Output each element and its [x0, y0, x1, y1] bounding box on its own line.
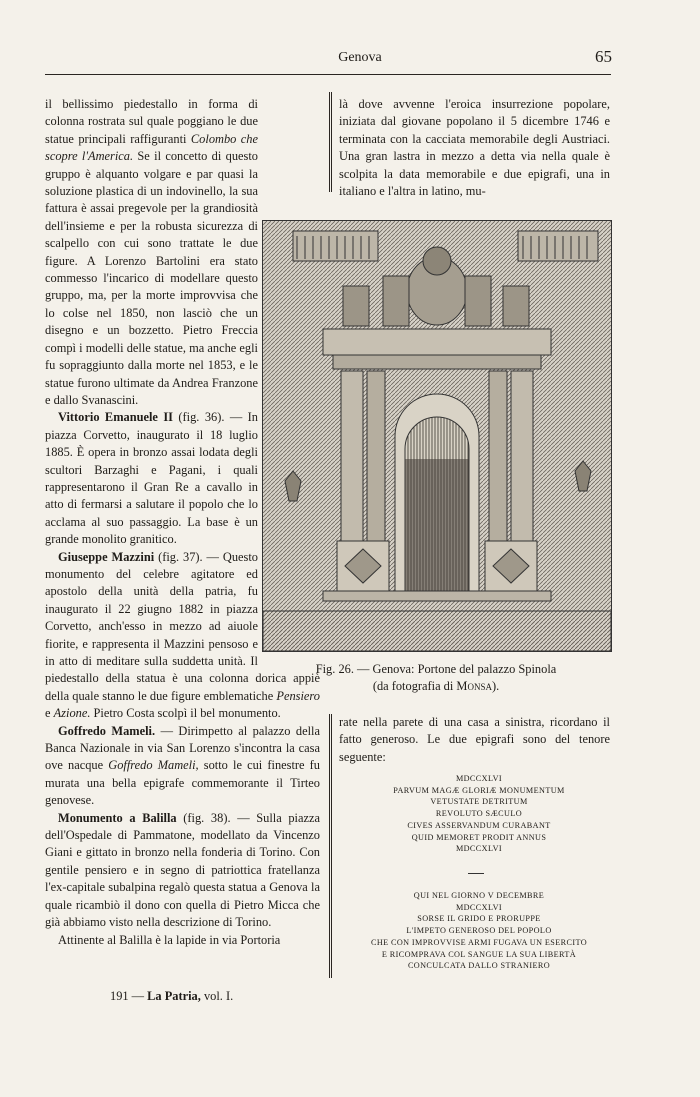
- text-run: il bellissimo piedestallo in forma di colonna rostrata sul quale poggiano le due statue principali raffiguranti: [45, 97, 258, 146]
- italic-name: Goffredo Mameli,: [108, 758, 199, 773]
- section-text: (fig. 36). — In piazza Corvetto, inaugurato il 18 luglio 1885. È opera in bronzo assai lodata degli scultori Barzaghi e Pagani, i quali rappresentarono il Gran Re a cavallo in atto di fermarsi a salutare il popolo che lo acclama al suo passaggio. La base è un grande monolito granitico.: [45, 410, 258, 547]
- section-heading: Giuseppe Mazzini: [58, 549, 155, 564]
- section-text: Attinente al Balilla è la lapide in via Portoria: [58, 932, 281, 947]
- epigraph-italian: [348, 890, 610, 972]
- balilla-paragraph: [45, 810, 320, 932]
- engraving-illustration: [263, 221, 611, 651]
- epigraph-line: L'IMPETO GENEROSO DEL POPOLO: [406, 926, 552, 936]
- mameli-paragraph: [45, 723, 320, 810]
- epigraph-intro: rate nella parete di una casa a sinistra, ricordano il fatto generoso. Le due epigrafi sono del tenore seguente:: [339, 715, 610, 764]
- section-text: (fig. 38). — Sulla piazza dell'Ospedale di Pammatone, modellato da Vincenzo Giani e gittato in bronzo nella fonderia di Torino. Con gentile pensiero e in segno di patriottica fratellanza l'ex-capitale subalpina regalò questa statua a Genova la quale ricambiò il dono con quella di Pietro Micca che già abbiamo visto nella descrizione di Torino.: [45, 810, 320, 930]
- figure-portone-palazzo-spinola: [262, 220, 612, 652]
- epigraph-line: CHE CON IMPROVVISE ARMI FUGAVA UN ESERCITO: [370, 937, 588, 947]
- page-number: 65: [595, 47, 612, 66]
- caption-line-1: Fig. 26. — Genova: Portone del palazzo Spinola: [315, 662, 557, 676]
- epigraph-line: CONCULCATA DALLO STRANIERO: [407, 961, 551, 971]
- epigraph-line: QUI NEL GIORNO V DECEMBRE: [413, 891, 545, 900]
- caption-text: (da fotografia di: [372, 679, 457, 693]
- signature-number: 191 —: [110, 989, 148, 1003]
- caption-line-2: [262, 678, 610, 695]
- header-rule: [45, 74, 611, 75]
- section-text: e: [45, 706, 54, 721]
- section-text: — Dirimpetto al palazzo della Banca Nazionale in via San Lorenzo s'incontra la casa ove nacque: [45, 723, 320, 773]
- right-column-top: [339, 96, 610, 200]
- printer-signature: [110, 989, 310, 1004]
- epigraph-line: MDCCXLVI: [455, 844, 503, 854]
- epigraph-latin: [348, 773, 610, 855]
- signature-volume: vol. I.: [200, 989, 234, 1003]
- epigraph-line: CIVES ASSERVANDUM CURABANT: [407, 820, 551, 830]
- column-divider-bottom: [329, 714, 332, 978]
- section-text: (fig. 37). — Questo monumento del celebre agitatore ed apostolo della unità della patria, fu inaugurato il 22 giugno 1882 in piazza Corvetto, anch'esso in mezzo ad aiuole fiorite, e rappresenta il Mazzini pensoso e in atto di meditare sulla suddetta unità. Il piedestallo della statua è una colonna dorica appiè della quale stanno le due figure emblematiche: [45, 549, 320, 703]
- epigraph-separator: [468, 873, 484, 874]
- epigraph-line: VETUSTATE DETRITUM: [430, 797, 528, 807]
- section-text: Pietro Costa scolpì il bel monumento.: [90, 706, 281, 721]
- italic-title: Colombo che scopre l'America.: [45, 131, 258, 164]
- epigraph-line: REVOLUTO SÆCULO: [435, 809, 523, 819]
- figure-caption: [262, 661, 610, 695]
- section-heading: Monumento a Balilla: [58, 810, 177, 825]
- column-divider-top: [329, 92, 332, 192]
- text-run-trail: Se il concetto di questo gruppo è alquanto volgare e par quasi la soluzione plastica di un indovinello, la sua fattura è assai pregevole per la grandiosità dell'insieme e per la robusta sicurezza di scalpello con cui sono trattate le due figure. A Lorenzo Bartolini era stato commesso l'incarico di modellare questo gruppo, ma, per la morte improvvisa che lo colse nel 1850, non lasciò che un disegno e un bozzetto. Pietro Freccia compì i modelli delle statue, ma anche egli fu sopraggiunto dalla morte nel 1853, e le statue furono ultimate da Andrea Franzone e dallo Svanascini.: [45, 149, 258, 407]
- running-header-title: Genova: [338, 50, 382, 65]
- epigraph-line: MDCCXLVI: [455, 902, 503, 912]
- portoria-paragraph: là dove avvenne l'eroica insurrezione popolare, iniziata dal giovane popolano il 5 dicembre 1746 e terminata con la cacciata memorabile degli Austriaci. Una gran lastra in mezzo a detta via nella quale è scolpita la data memorabile e due epigrafi, una in italiano e l'altra in latino, mu-: [339, 97, 610, 199]
- epigraph-line: E RICOMPRAVA COL SANGUE LA SUA LIBERTÀ: [381, 949, 577, 959]
- italic-term: Pensiero: [276, 688, 320, 703]
- section-heading: Goffredo Mameli.: [58, 723, 156, 738]
- attinente-paragraph: [45, 932, 320, 949]
- section-heading: Vittorio Emanuele II: [58, 410, 173, 425]
- section-text: sotto le cui finestre fu murata una bella epigrafe commemorante il Tirteo genovese.: [45, 758, 320, 808]
- italic-term: Azione.: [53, 706, 91, 721]
- signature-title: La Patria,: [147, 989, 201, 1003]
- caption-text-end: ).: [491, 679, 500, 693]
- epigraph-line: QUID MEMORET PRODIT ANNUS: [411, 832, 547, 842]
- epigraph-line: PARVUM MAGÆ GLORIÆ MONUMENTUM: [393, 785, 565, 795]
- right-column-bottom: [339, 714, 610, 766]
- photographer-name: Monsa: [456, 679, 492, 693]
- epigraph-line: MDCCXLVI: [455, 774, 503, 783]
- epigraph-line: SORSE IL GRIDO E PRORUPPE: [417, 914, 541, 924]
